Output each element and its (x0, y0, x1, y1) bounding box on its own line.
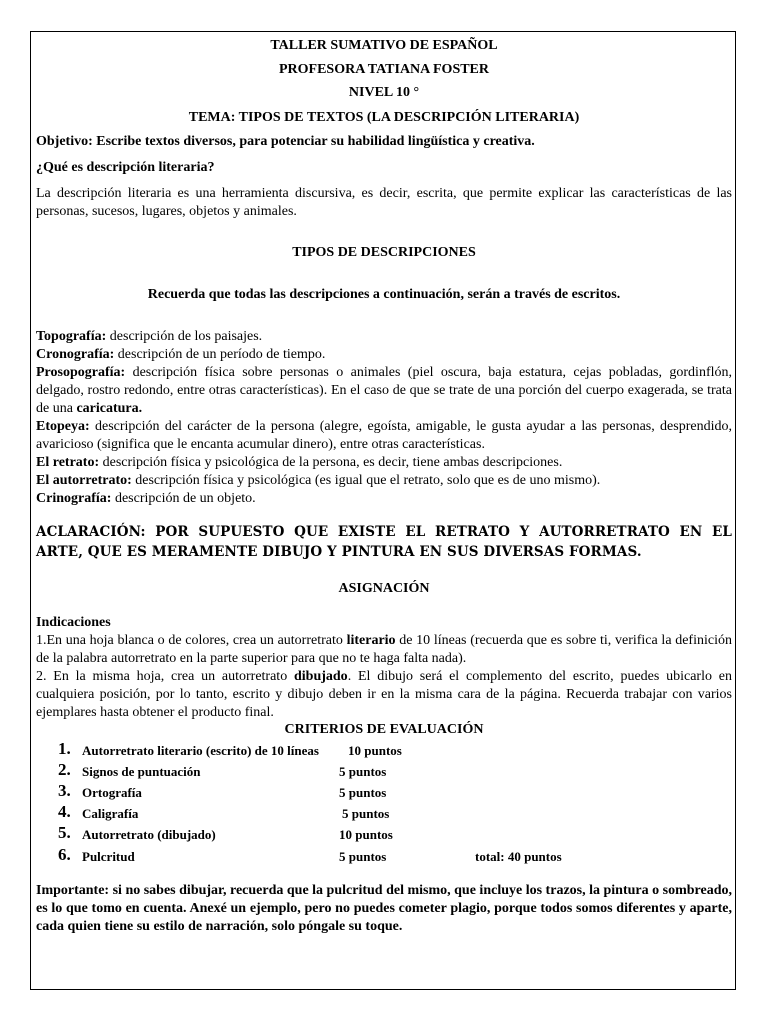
term: Cronografía: (36, 347, 115, 362)
header-title: TALLER SUMATIVO DE ESPAÑOL (270, 38, 498, 53)
objective: Objetivo: Escribe textos diversos, para potenciar su habilidad lingüística y creativa. (36, 134, 535, 149)
criteria-points: 5 puntos (339, 785, 387, 800)
instruction-1 (36, 632, 732, 668)
criteria-label: Signos de puntuación (82, 764, 201, 779)
header-level: NIVEL 10 ° (348, 85, 420, 100)
term-text: descripción física sobre personas o animales (piel oscura, baja estatura, cejas pobladas, gordinflón, delgado, rostro redondo, entre otras características). En el caso de que se trate de una porción del cuerpo exagerada, se trata de una (36, 365, 732, 416)
instruction-text: . El dibujo será el complemento del escrito, puedes ubicarlo en cualquiera posición, por lo tanto, escrito y dibujo deben ir en la misma cara de la página. Recuerda trabajar con varios ejemplares hasta obtener el producto final. (36, 669, 732, 720)
type-etopeya (36, 418, 732, 454)
instruction-2 (36, 668, 732, 722)
assignment-title: ASIGNACIÓN (338, 581, 430, 596)
type-prosopografia (36, 364, 732, 418)
criteria-number: 6. (58, 845, 71, 864)
term: Etopeya: (36, 419, 90, 434)
term: El autorretrato: (36, 473, 132, 488)
instruction-bold: dibujado (293, 669, 348, 684)
document-page (30, 31, 736, 990)
criteria-number: 4. (58, 802, 71, 821)
criteria-label: Pulcritud (82, 849, 135, 864)
term-bold: caricatura. (76, 401, 143, 416)
types-list (36, 328, 732, 508)
term: El retrato: (36, 455, 100, 470)
header-teacher: PROFESORA TATIANA FOSTER (278, 62, 490, 77)
criteria-label: Ortografía (82, 785, 142, 800)
term-text: descripción de los paisajes. (106, 329, 263, 344)
instructions (36, 614, 732, 722)
term-text: descripción de un objeto. (111, 491, 256, 506)
instructions-title: Indicaciones (36, 615, 111, 630)
criteria-number: 5. (58, 823, 71, 842)
term-text: descripción del carácter de la persona (alegre, egoísta, amigable, le gusta ayudar a las personas, desprendido, avaricioso (significa que le encanta acumular dinero), entre otras características. (36, 419, 732, 452)
criteria-label: Autorretrato literario (escrito) de 10 líneas (82, 743, 319, 758)
criteria-total: total: 40 puntos (475, 849, 562, 864)
instruction-text: 2. En la misma hoja, crea un autorretrato (36, 669, 294, 684)
instruction-text: 1.En una hoja blanca o de colores, crea un autorretrato (36, 633, 347, 648)
criteria-number: 1. (58, 739, 71, 758)
reminder-note: Recuerda que todas las descripciones a continuación, serán a través de escritos. (147, 287, 621, 302)
type-autorretrato (36, 472, 732, 490)
term: Topografía: (36, 329, 107, 344)
clarification: ACLARACIÓN: POR SUPUESTO QUE EXISTE EL RETRATO Y AUTORRETRATO EN EL ARTE, QUE ES MERAMENTE DIBUJO Y PINTURA EN SUS DIVERSAS FORMAS. (36, 524, 732, 560)
header-topic: TEMA: TIPOS DE TEXTOS (LA DESCRIPCIÓN LITERARIA) (188, 110, 580, 125)
term-text: descripción física y psicológica de la persona, es decir, tiene ambas descripciones. (99, 455, 563, 470)
type-crinografia (36, 490, 732, 508)
definition-paragraph: La descripción literaria es una herramienta discursiva, es decir, escrita, que permite explicar las características de las personas, sucesos, lugares, objetos y animales. (36, 186, 732, 219)
important-note: Importante: si no sabes dibujar, recuerda que la pulcritud del mismo, que incluye los trazos, la pintura o sombreado, es lo que tomo en cuenta. Anexé un ejemplo, pero no puedes cometer plagio, porque todos somos diferentes y aparte, cada quien tiene su estilo de narración, solo póngale su toque. (36, 883, 732, 934)
type-retrato (36, 454, 732, 472)
criteria-points: 5 puntos (342, 806, 390, 821)
criteria-label: Autorretrato (dibujado) (82, 827, 216, 842)
type-topografia (36, 328, 732, 346)
criteria-number: 3. (58, 781, 71, 800)
question-heading: ¿Qué es descripción literaria? (36, 160, 215, 175)
criteria-points: 10 puntos (339, 827, 393, 842)
criteria-number: 2. (58, 760, 71, 779)
type-cronografia (36, 346, 732, 364)
criteria-points: 5 puntos (339, 764, 387, 779)
criteria-points: 10 puntos (348, 743, 402, 758)
term-text: descripción física y psicológica (es igual que el retrato, solo que es de uno mismo). (131, 473, 601, 488)
types-title: TIPOS DE DESCRIPCIONES (292, 245, 476, 260)
term-text: descripción de un período de tiempo. (114, 347, 326, 362)
term: Prosopografía: (36, 365, 126, 380)
criteria-title: CRITERIOS DE EVALUACIÓN (284, 722, 484, 737)
instruction-bold: literario (346, 633, 396, 648)
term: Crinografía: (36, 491, 112, 506)
instruction-text: de 10 líneas (recuerda que es sobre ti, verifica la definición de la palabra autorretrato en la parte superior para que no te haga falta nada). (36, 633, 732, 666)
criteria-points: 5 puntos (339, 849, 387, 864)
criteria-label: Caligrafía (82, 806, 139, 821)
